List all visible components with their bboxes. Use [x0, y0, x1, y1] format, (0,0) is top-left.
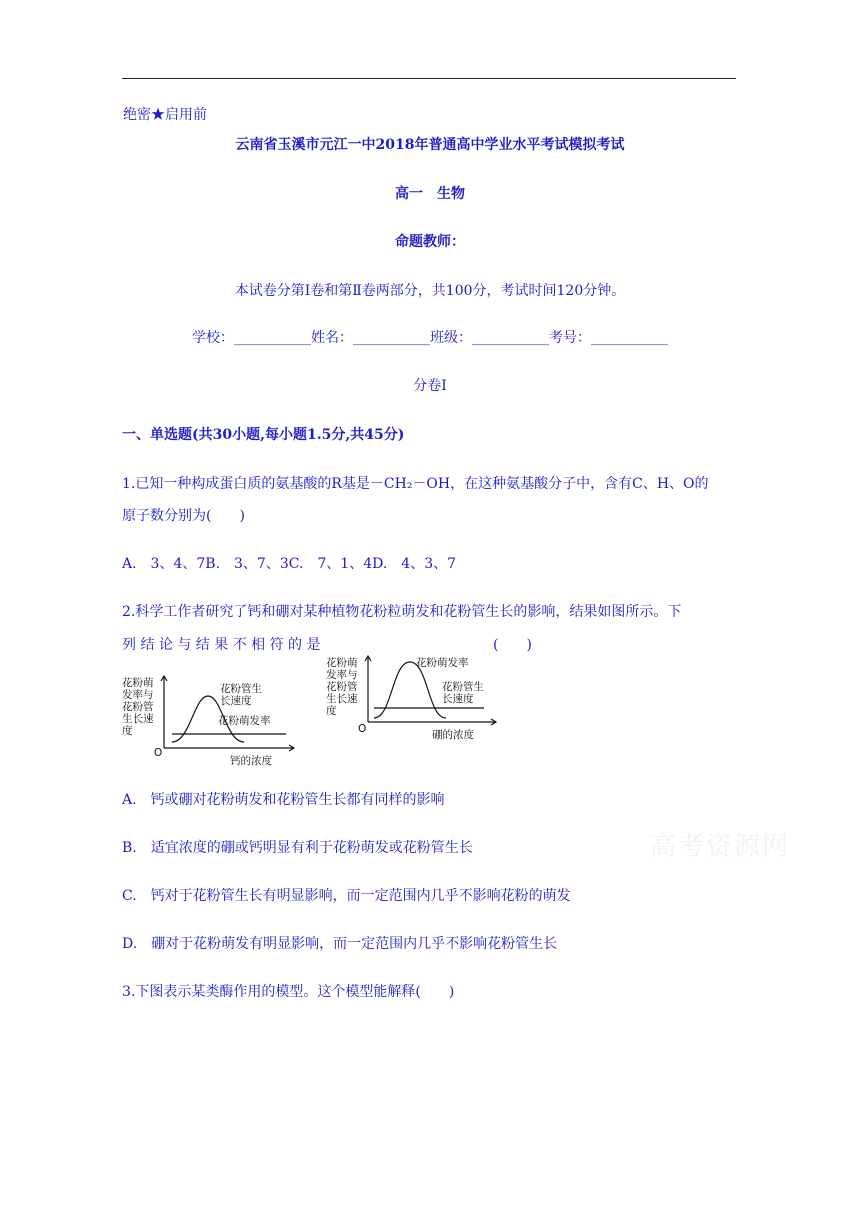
fig2-origin: O: [358, 723, 367, 735]
fig2-line-label-1: 花粉管生: [442, 681, 484, 693]
q2-option-b: B. 适宜浓度的硼或钙明显有利于花粉萌发或花粉管生长: [122, 840, 473, 856]
fig2-ylabel-2: 发率与: [326, 669, 358, 681]
fig2-line-label-2: 长速度: [442, 693, 474, 705]
q2-text-line1: 2.科学工作者研究了钙和硼对某种植物花粉粒萌发和花粉管生长的影响，结果如图所示。下: [122, 604, 682, 620]
fig1-ylabel-3: 花粉管: [122, 701, 154, 713]
q1-text-line2: 原子数分别为( ): [122, 508, 245, 524]
q1-options: A. 3、4、7B. 3、7、3C. 7、1、4D. 4、3、7: [122, 556, 457, 572]
confidential-label: 绝密★启用前: [123, 107, 207, 123]
fig2-xlabel: 硼的浓度: [432, 729, 474, 741]
q2-option-c: C. 钙对于花粉管生长有明显影响，而一定范围内几乎不影响花粉的萌发: [122, 888, 571, 904]
student-info-line: 学校：___________姓名：___________班级：___________考号：___________: [192, 330, 668, 346]
q2-option-d: D. 硼对于花粉萌发有明显影响，而一定范围内几乎不影响花粉管生长: [122, 936, 558, 952]
q3-text-line1: 3.下图表示某类酶作用的模型。这个模型能解释( ): [122, 984, 455, 1000]
fig1-xlabel: 钙的浓度: [230, 755, 272, 767]
fig2-ylabel-1: 花粉萌: [326, 657, 358, 669]
fig2-germination-curve: [374, 662, 446, 718]
fig2-curve-label: 花粉萌发率: [416, 657, 469, 669]
part-title: 分卷I: [413, 378, 447, 394]
q2-option-a: A. 钙或硼对花粉萌发和花粉管生长都有同样的影响: [122, 792, 445, 808]
fig2-ylabel-3: 花粉管: [326, 681, 358, 693]
fig1-ylabel-4: 生长速: [122, 713, 154, 725]
q2-text-line2: 列 结 论 与 结 果 不 相 符 的 是: [122, 637, 321, 653]
q2-answer-paren: ( ): [493, 637, 532, 653]
header-rule: [122, 78, 736, 79]
fig2-ylabel-4: 生长速: [326, 693, 358, 705]
subject-title: 高一 生物: [395, 186, 465, 202]
teacher-label: 命题教师：: [395, 234, 465, 250]
fig1-ylabel-5: 度: [122, 725, 133, 737]
section-heading: 一、单选题(共30小题,每小题1.5分,共45分): [122, 427, 405, 443]
fig2-ylabel-5: 度: [326, 705, 337, 717]
boron-chart: [324, 652, 500, 748]
exam-intro: 本试卷分第Ⅰ卷和第Ⅱ卷两部分，共100分，考试时间120分钟。: [234, 283, 626, 299]
fig1-curve-label-1: 花粉管生: [220, 683, 262, 695]
watermark: 高考资源网: [650, 832, 791, 862]
fig1-line-label: 花粉萌发率: [218, 715, 271, 727]
q1-text-line1: 1.已知一种构成蛋白质的氨基酸的R基是－CH₂－OH，在这种氨基酸分子中，含有C、H、O的: [122, 476, 709, 492]
fig1-ylabel-1: 花粉萌: [122, 677, 154, 689]
fig1-origin: O: [154, 747, 163, 759]
fig1-curve-label-2: 长速度: [220, 695, 252, 707]
calcium-chart: [118, 672, 298, 772]
exam-title: 云南省玉溪市元江一中2018年普通高中学业水平考试模拟考试: [235, 137, 625, 153]
fig1-ylabel-2: 发率与: [122, 689, 154, 701]
